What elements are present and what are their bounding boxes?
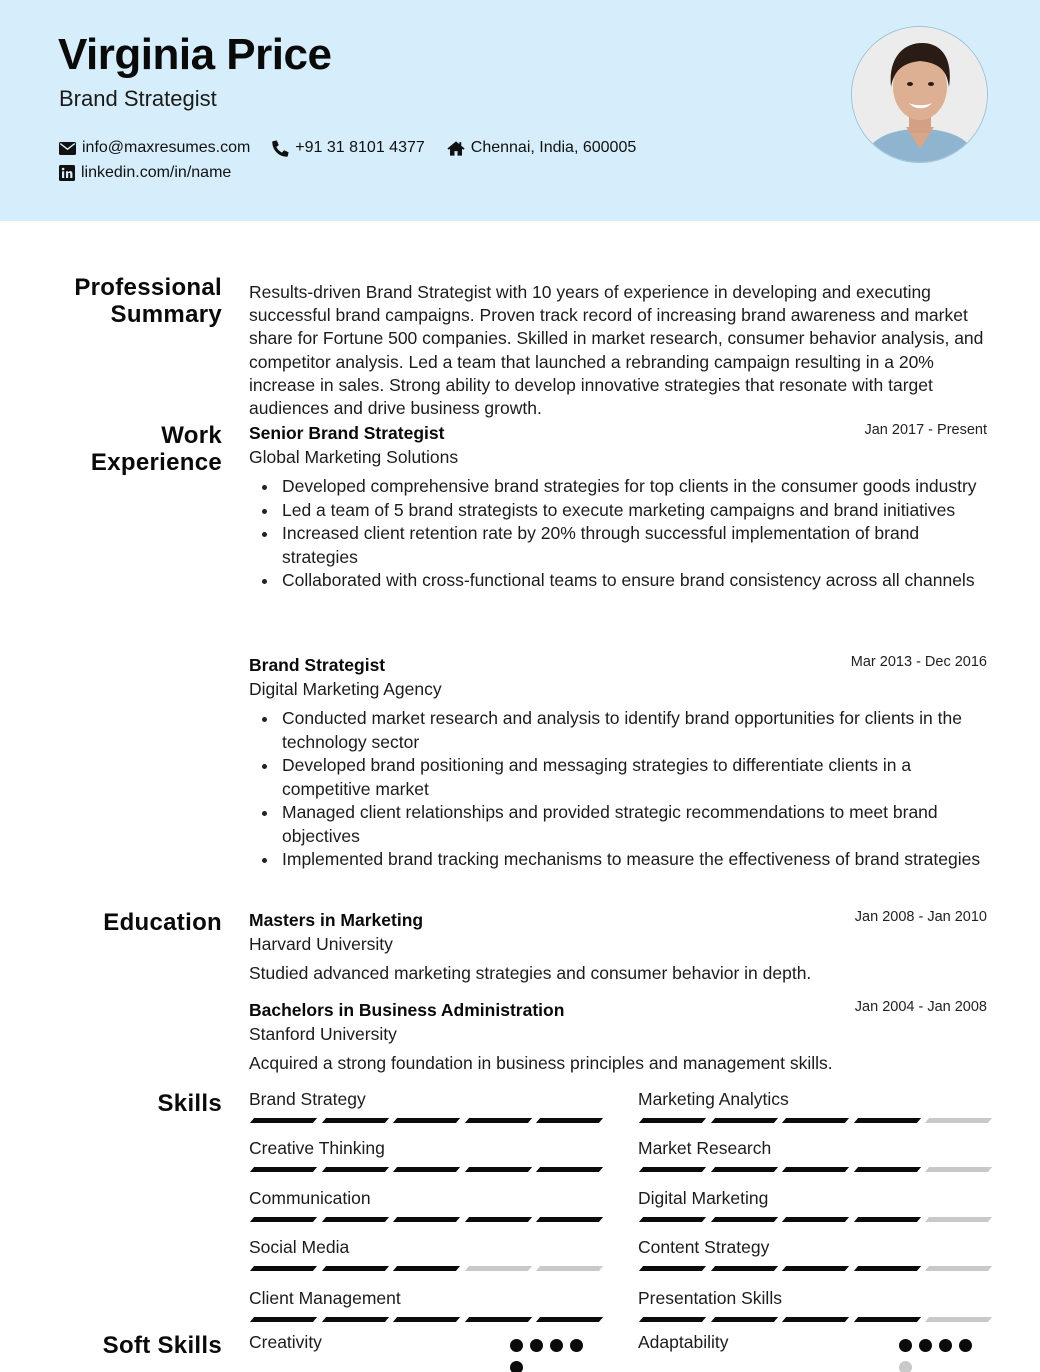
skill-segment-empty — [536, 1266, 603, 1271]
soft-skill-dot-filled — [510, 1339, 523, 1352]
skill-level-bar — [638, 1317, 986, 1323]
soft-skill-dot-filled — [899, 1339, 912, 1352]
skill-segment-empty — [925, 1317, 992, 1322]
job-title: Brand Strategist — [249, 655, 386, 675]
skill-name: Brand Strategy — [249, 1089, 366, 1109]
summary-heading — [74, 274, 222, 328]
soft-skill-dot-filled — [550, 1339, 563, 1352]
degree-title: Masters in Marketing — [249, 910, 424, 930]
skill-segment-filled — [250, 1167, 317, 1172]
contact-row-secondary — [59, 164, 253, 182]
skill-segment-filled — [639, 1118, 706, 1123]
list-item: Managed client relationships and provided strategic recommendations to meet brand objectives — [249, 801, 987, 848]
job-dates: Jan 2017 - Present — [864, 422, 987, 438]
list-item: Conducted market research and analysis to identify brand opportunities for clients in the technology sector — [249, 707, 987, 754]
skill-segment-filled — [393, 1118, 460, 1123]
work-heading-line1: Work — [161, 422, 222, 449]
skill-segment-empty — [925, 1167, 992, 1172]
skill-segment-filled — [321, 1266, 388, 1271]
skill-item — [638, 1288, 986, 1309]
profile-photo — [851, 26, 988, 163]
list-item: Developed comprehensive brand strategies for top clients in the consumer goods industry — [249, 475, 987, 499]
soft-skill-dot-filled — [959, 1339, 972, 1352]
job-company: Global Marketing Solutions — [249, 447, 459, 467]
skill-segment-filled — [853, 1217, 920, 1222]
skill-segment-filled — [710, 1217, 777, 1222]
skill-segment-filled — [321, 1167, 388, 1172]
envelope-icon — [59, 142, 76, 155]
candidate-name: Virginia Price — [58, 30, 332, 79]
skill-level-bar — [638, 1217, 986, 1223]
candidate-title: Brand Strategist — [59, 86, 217, 111]
skill-segment-filled — [393, 1266, 460, 1271]
job-bullets — [249, 707, 987, 872]
soft-skill-dot-filled — [570, 1339, 583, 1352]
soft-skill-name: Creativity — [249, 1332, 322, 1352]
skill-segment-filled — [393, 1317, 460, 1322]
contact-address — [447, 139, 636, 157]
skill-segment-filled — [782, 1266, 849, 1271]
skill-item — [249, 1288, 597, 1309]
skill-name: Presentation Skills — [638, 1288, 782, 1308]
contact-phone[interactable] — [272, 139, 424, 157]
skill-segment-filled — [639, 1317, 706, 1322]
skill-segment-filled — [464, 1167, 531, 1172]
list-item: Implemented brand tracking mechanisms to measure the effectiveness of brand strategies — [249, 848, 987, 872]
soft-skill-dots — [510, 1339, 585, 1372]
avatar-portrait — [852, 27, 988, 163]
contact-row-primary — [59, 139, 658, 157]
skill-name: Content Strategy — [638, 1237, 770, 1257]
skill-segment-filled — [710, 1266, 777, 1271]
summary-text: Results-driven Brand Strategist with 10 years of experience in developing and executing successful brand campaigns. Proven track record of increasing brand awareness and market share for Fortune 500 companies. Skilled in market research, consumer behavior analysis, and competitor analysis. Led a team that launched a rebranding campaign resulting in a 20% increase in sales. Strong ability to develop innovative strategies that resonate with target audiences and drive business growth. — [249, 282, 984, 419]
skill-segment-filled — [710, 1167, 777, 1172]
job-entry — [249, 654, 987, 872]
job-company: Digital Marketing Agency — [249, 679, 442, 699]
skill-segment-filled — [536, 1317, 603, 1322]
skill-segment-filled — [464, 1317, 531, 1322]
soft-skill-item — [249, 1332, 597, 1353]
education-heading: Education — [103, 909, 222, 936]
skill-segment-filled — [853, 1118, 920, 1123]
soft-skills-heading: Soft Skills — [102, 1332, 222, 1359]
skill-segment-filled — [639, 1266, 706, 1271]
job-dates: Mar 2013 - Dec 2016 — [850, 654, 987, 670]
job-title: Senior Brand Strategist — [249, 423, 445, 443]
skill-name: Client Management — [249, 1288, 401, 1308]
skill-segment-filled — [536, 1167, 603, 1172]
linkedin-text: linkedin.com/in/name — [81, 164, 232, 181]
skill-name: Communication — [249, 1188, 371, 1208]
home-icon — [447, 141, 465, 156]
education-description: Acquired a strong foundation in business principles and management skills. — [249, 1053, 833, 1074]
soft-skill-item — [638, 1332, 986, 1353]
skill-segment-filled — [710, 1118, 777, 1123]
skill-item — [249, 1188, 597, 1209]
skill-segment-empty — [925, 1118, 992, 1123]
list-item: Led a team of 5 brand strategists to execute marketing campaigns and brand initiatives — [249, 499, 987, 523]
skill-segment-filled — [321, 1217, 388, 1222]
skill-level-bar — [249, 1167, 597, 1173]
soft-skill-name: Adaptability — [638, 1332, 729, 1352]
education-dates: Jan 2008 - Jan 2010 — [854, 909, 987, 925]
skill-segment-filled — [250, 1317, 317, 1322]
skill-segment-filled — [639, 1167, 706, 1172]
skill-level-bar — [249, 1266, 597, 1272]
education-entry — [249, 999, 987, 1075]
skill-item — [638, 1188, 986, 1209]
skill-segment-empty — [925, 1217, 992, 1222]
soft-skill-dot-empty — [899, 1361, 912, 1372]
list-item: Increased client retention rate by 20% through successful implementation of brand strategies — [249, 522, 987, 569]
contact-email[interactable] — [59, 139, 250, 157]
skill-level-bar — [249, 1217, 597, 1223]
skill-level-bar — [638, 1167, 986, 1173]
skills-heading: Skills — [157, 1090, 222, 1117]
school-name: Harvard University — [249, 934, 393, 954]
work-heading-line2: Experience — [90, 449, 222, 476]
skill-name: Creative Thinking — [249, 1138, 385, 1158]
skill-segment-filled — [321, 1118, 388, 1123]
skill-segment-filled — [639, 1217, 706, 1222]
skill-level-bar — [249, 1317, 597, 1323]
skill-name: Social Media — [249, 1237, 350, 1257]
skill-segment-filled — [536, 1118, 603, 1123]
summary-heading-line2: Summary — [110, 301, 222, 328]
soft-skill-dot-filled — [919, 1339, 932, 1352]
contact-linkedin[interactable] — [59, 164, 231, 182]
skill-segment-filled — [250, 1266, 317, 1271]
skill-level-bar — [638, 1118, 986, 1124]
skill-segment-filled — [464, 1217, 531, 1222]
school-name: Stanford University — [249, 1024, 397, 1044]
skill-level-bar — [249, 1118, 597, 1124]
resume-header — [0, 0, 1040, 221]
skill-segment-filled — [536, 1217, 603, 1222]
skill-segment-filled — [853, 1317, 920, 1322]
skill-segment-filled — [853, 1167, 920, 1172]
skill-segment-filled — [782, 1167, 849, 1172]
education-description: Studied advanced marketing strategies and consumer behavior in depth. — [249, 963, 812, 984]
skill-item — [249, 1138, 597, 1159]
skill-name: Market Research — [638, 1138, 772, 1158]
skill-segment-filled — [250, 1118, 317, 1123]
soft-skill-dots — [899, 1339, 974, 1372]
skill-name: Marketing Analytics — [638, 1089, 789, 1109]
skill-segment-filled — [321, 1317, 388, 1322]
education-dates: Jan 2004 - Jan 2008 — [854, 999, 987, 1015]
skill-segment-filled — [853, 1266, 920, 1271]
soft-skill-dot-filled — [510, 1361, 523, 1372]
skill-name: Digital Marketing — [638, 1188, 769, 1208]
skill-item — [249, 1089, 597, 1110]
degree-title: Bachelors in Business Administration — [249, 1000, 565, 1020]
skill-segment-empty — [925, 1266, 992, 1271]
skill-level-bar — [638, 1266, 986, 1272]
list-item: Developed brand positioning and messaging strategies to differentiate clients in a competitive market — [249, 754, 987, 801]
skill-segment-filled — [250, 1217, 317, 1222]
skill-segment-filled — [393, 1217, 460, 1222]
skill-segment-filled — [464, 1118, 531, 1123]
skill-item — [638, 1138, 986, 1159]
education-entry — [249, 909, 987, 985]
address-text: Chennai, India, 600005 — [470, 139, 637, 156]
skill-segment-filled — [710, 1317, 777, 1322]
soft-skill-dot-filled — [939, 1339, 952, 1352]
skill-item — [249, 1237, 597, 1258]
work-heading — [91, 422, 222, 476]
job-bullets — [249, 475, 987, 593]
skill-item — [638, 1089, 986, 1110]
summary-heading-line1: Professional — [74, 274, 222, 301]
linkedin-icon — [59, 165, 75, 181]
job-entry — [249, 422, 987, 593]
skill-segment-filled — [782, 1317, 849, 1322]
phone-icon — [272, 140, 289, 157]
soft-skill-dot-filled — [530, 1339, 543, 1352]
email-text: info@maxresumes.com — [82, 139, 251, 156]
skill-item — [638, 1237, 986, 1258]
phone-text: +91 31 8101 4377 — [295, 139, 425, 156]
skill-segment-empty — [464, 1266, 531, 1271]
skill-segment-filled — [782, 1217, 849, 1222]
skill-segment-filled — [782, 1118, 849, 1123]
list-item: Collaborated with cross-functional teams to ensure brand consistency across all channels — [249, 569, 987, 593]
skill-segment-filled — [393, 1167, 460, 1172]
